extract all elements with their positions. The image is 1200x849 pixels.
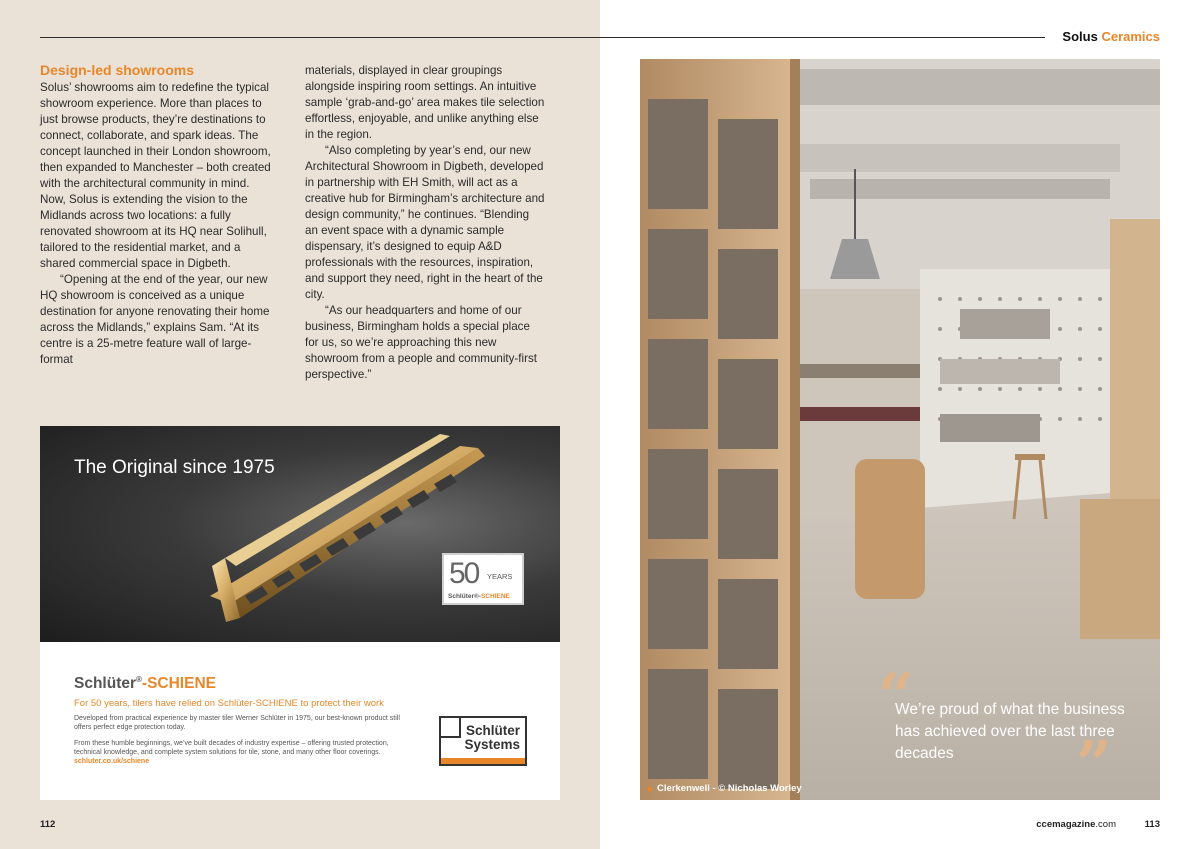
ad-website-link[interactable]: schluter.co.uk/schiene xyxy=(74,758,150,765)
paragraph: materials, displayed in clear groupings alongside inspiring room settings. An intuitive sample ‘grab-and-go’ area makes tile selection effortless, enjoyable, and unlike anything else in the region. xyxy=(305,64,545,141)
badge-years: YEARS xyxy=(487,572,513,581)
quote-close-mark: ” xyxy=(1076,727,1112,800)
running-head-accent: Ceramics xyxy=(1101,29,1160,44)
page-number-left: 112 xyxy=(40,819,56,830)
ad-body-2: From these humble beginnings, we’ve built decades of industry expertise – offering trusted protection, technical knowledge, and complete system solutions for tile, stone, and many other floor coverings. xyxy=(74,740,389,756)
ad-product-title xyxy=(74,675,216,693)
badge-brand-accent: SCHIENE xyxy=(480,593,510,600)
running-head-brand: Solus xyxy=(1062,29,1098,44)
paragraph: Solus’ showrooms aim to redefine the typical showroom experience. More than places to just browse products, they’re destinations to connect, collaborate, and spark ideas. The concept launched in their London showroom, then expanded to Manchester – both created with the architectural community in mind. Now, Solus is extending the vision to the Midlands across two locations: a fully renovated showroom at its HQ near Solihull, tailored to the residential market, and a shared commercial space in Digbeth. xyxy=(40,81,271,270)
schluter-systems-logo xyxy=(439,716,527,766)
ad-headline: The Original since 1975 xyxy=(74,457,275,478)
logo-accent-bar xyxy=(441,758,525,764)
paragraph: “Opening at the end of the year, our new HQ showroom is conceived as a unique destination for anyone renovating their home across the Midlands,” explains Sam. “At its centre is a 25-metre feature wall of large-format xyxy=(40,273,270,366)
pull-quote: We’re proud of what the business has achieved over the last three decades xyxy=(895,701,1125,762)
badge-number: 50 xyxy=(449,557,479,590)
photo-credit xyxy=(645,783,802,794)
ad-subtitle: For 50 years, tilers have relied on Schlüter-SCHIENE to protect their work xyxy=(74,698,384,709)
photo-credit-text: Clerkenwell - © Nicholas Worley xyxy=(657,783,802,794)
site-url xyxy=(1036,819,1116,830)
ad-body-1: Developed from practical experience by master tiler Werner Schlüter in 1975, our best-known product still offers perfect edge protection today. xyxy=(74,715,400,731)
site-url-rest: .com xyxy=(1095,819,1116,830)
paragraph: “Also completing by year’s end, our new Architectural Showroom in Digbeth, developed in partnership with EH Smith, will act as a creative hub for Birmingham’s architecture and design community,” he continues. “Blending an event space with a dynamic sample dispensary, it’s designed to equip A&D professionals with the resources, inspiration, and support they need, right in the heart of the city. xyxy=(305,144,545,301)
advertisement[interactable] xyxy=(40,426,560,800)
ad-product-visual xyxy=(40,426,560,642)
ad-title-accent: -SCHIENE xyxy=(141,675,216,692)
triangle-icon: ▲ xyxy=(645,783,655,794)
paragraph: “As our headquarters and home of our business, Birmingham holds a special place for us, so we’re approaching this new showroom from a people and community-first perspective.” xyxy=(305,304,537,381)
running-head xyxy=(1062,29,1160,44)
logo-corner-mark xyxy=(441,718,461,738)
ad-title-main: Schlüter xyxy=(74,675,137,692)
article-column-1 xyxy=(40,61,272,368)
badge-brand xyxy=(448,593,510,600)
logo-line-1: Schlüter xyxy=(465,723,520,738)
logo-text xyxy=(464,724,520,752)
logo-line-2: Systems xyxy=(464,737,520,752)
article-column-2 xyxy=(305,63,545,383)
quote-open-mark: “ xyxy=(878,659,914,732)
fifty-years-badge xyxy=(442,553,524,605)
page-number-right: 113 xyxy=(1144,819,1160,830)
site-url-bold: ccemagazine xyxy=(1036,819,1096,830)
section-heading: Design-led showrooms xyxy=(40,62,195,78)
ad-title-reg: ® xyxy=(136,675,142,684)
badge-brand-main: Schlüter®- xyxy=(448,593,481,600)
top-rule xyxy=(40,37,1045,38)
